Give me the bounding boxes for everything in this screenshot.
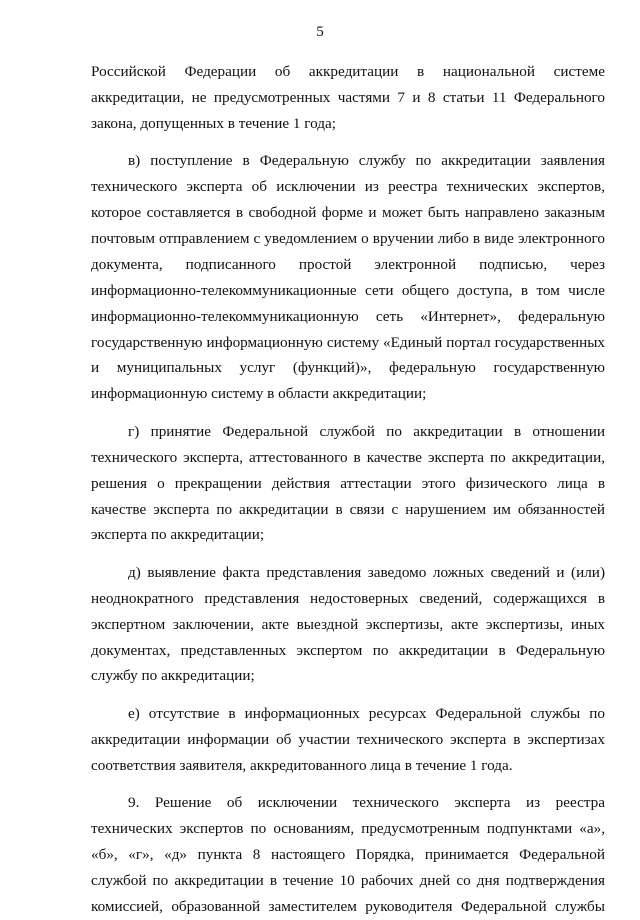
paragraph-continuation: Российской Федерации об аккредитации в национальной системе аккредитации, не предусмотренных частями 7 и 8 статьи 11 Федерального закона, допущенных в течение 1 года; bbox=[91, 63, 605, 132]
page-number: 5 bbox=[316, 24, 324, 40]
paragraph-item-g: г) принятие Федеральной службой по аккредитации в отношении технического эксперта, аттестованного в качестве эксперта по аккредитации, решения о прекращении действия аттестации этого физического лица в качестве эксперта по аккредитации в связи с нарушением им обязанностей эксперта по аккредитации; bbox=[91, 422, 605, 544]
document-body bbox=[91, 59, 605, 920]
paragraph-item-v: в) поступление в Федеральную службу по аккредитации заявления технического эксперта об исключении из реестра технических экспертов, которое составляется в свободной форме и может быть направлено заказным почтовым отправлением с уведомлением о вручении либо в виде электронного документа, подписанного простой электронной подписью, через информационно-телекоммуникационные сети общего доступа, в том числе информационно-телекоммуникационную сеть «Интернет», федеральную государственную информационную систему «Единый портал государственных и муниципальных услуг (функций)», федеральную государственную информационную систему в области аккредитации; bbox=[91, 152, 605, 403]
paragraph-item-d: д) выявление факта представления заведомо ложных сведений и (или) неоднократного представления недостоверных сведений, содержащихся в экспертном заключении, акте выездной экспертизы, акте экспертизы, иных документах, представленных экспертом по аккредитации в Федеральную службу по аккредитации; bbox=[91, 563, 605, 685]
paragraph-clause-9: 9. Решение об исключении технического эксперта из реестра технических экспертов по основаниям, предусмотренным подпунктами «а», «б», «г», «д» пункта 8 настоящего Порядка, принимается Федеральной службой по аккредитации в течение 10 рабочих дней со дня подтверждения комиссией, образованной заместителем руководителя Федеральной службы bbox=[91, 794, 605, 915]
paragraph-item-e: е) отсутствие в информационных ресурсах Федеральной службы по аккредитации информации об участии технического эксперта в экспертизах соответствия заявителя, аккредитованного лица в течение 1 года. bbox=[91, 704, 605, 774]
